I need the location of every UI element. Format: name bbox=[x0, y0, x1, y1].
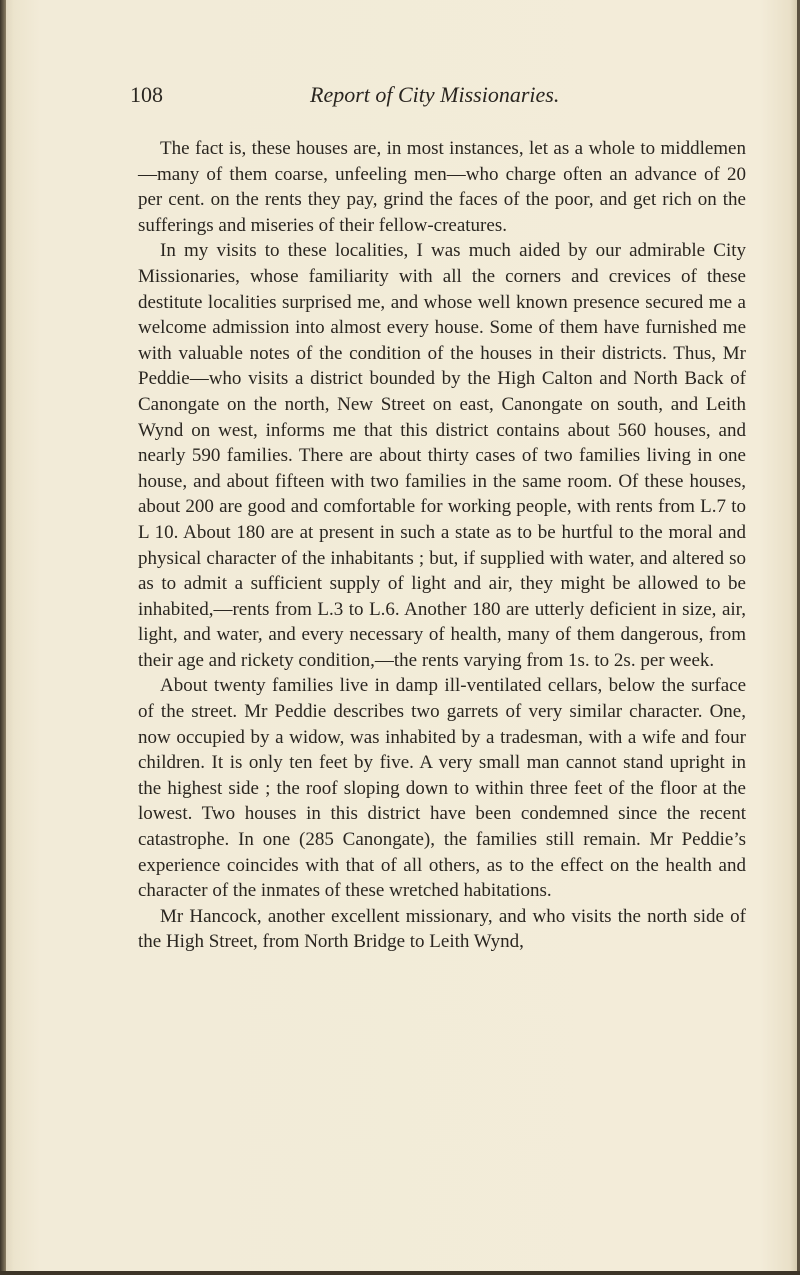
paragraph-1: The fact is, these houses are, in most instances, let as a whole to middlemen—many of them coarse, unfeeling men—who charge often an advance of 20 per cent. on the rents they pay, grind the faces of the poor, and get rich on the sufferings and miseries of their fellow-creatures. bbox=[138, 138, 746, 236]
paragraph-4: Mr Hancock, another excellent missionary, and who visits the north side of the High Street, from North Bridge to Leith Wynd, bbox=[138, 905, 746, 953]
page-header bbox=[130, 82, 770, 110]
binding-edge bbox=[0, 0, 6, 1275]
paragraph-3: About twenty families live in damp ill-ventilated cellars, below the surface of the street. Mr Peddie describes two garrets of very similar character. One, now occupied by a widow, was inhabited by a tradesman, with a wife and four children. It is only ten feet by five. A very small man cannot stand upright in the highest side ; the roof sloping down to within three feet of the floor at the lowest. Two houses in this district have been condemned since the recent catastrophe. In one (285 Canongate), the families still remain. Mr Peddie’s experience coincides with that of all others, as to the effect on the health and character of the inmates of these wretched habitations. bbox=[138, 675, 746, 902]
paragraph-2: In my visits to these localities, I was much aided by our admirable City Missionaries, whose familiarity with all the corners and crevices of these destitute localities surprised me, and whose well known presence secured me a welcome admission into almost every house. Some of them have furnished me with valuable notes of the condition of the houses in their districts. Thus, Mr Peddie—who visits a district bounded by the High Calton and North Back of Canongate on the north, New Street on east, Canongate on south, and Leith Wynd on west, informs me that this district contains about 560 houses, and nearly 590 families. There are about thirty cases of two families living in one house, and about fifteen with two families in the same room. Of these houses, about 200 are good and comfortable for working people, with rents from L.7 to L 10. About 180 are at present in such a state as to be hurtful to the moral and physical character of the inhabitants ; but, if supplied with water, and altered so as to admit a sufficient supply of light and air, they might be allowed to be inhabited,—rents from L.3 to L.6. Another 180 are utterly deficient in size, air, light, and water, and every necessary of health, many of them dangerous, from their age and rickety condition,—the rents varying from 1s. to 2s. per week. bbox=[138, 240, 746, 671]
page-bottom-edge bbox=[0, 1271, 800, 1275]
body-text bbox=[138, 136, 746, 955]
running-head: Report of City Missionaries. bbox=[310, 82, 560, 107]
page-number: 108 bbox=[130, 82, 163, 107]
